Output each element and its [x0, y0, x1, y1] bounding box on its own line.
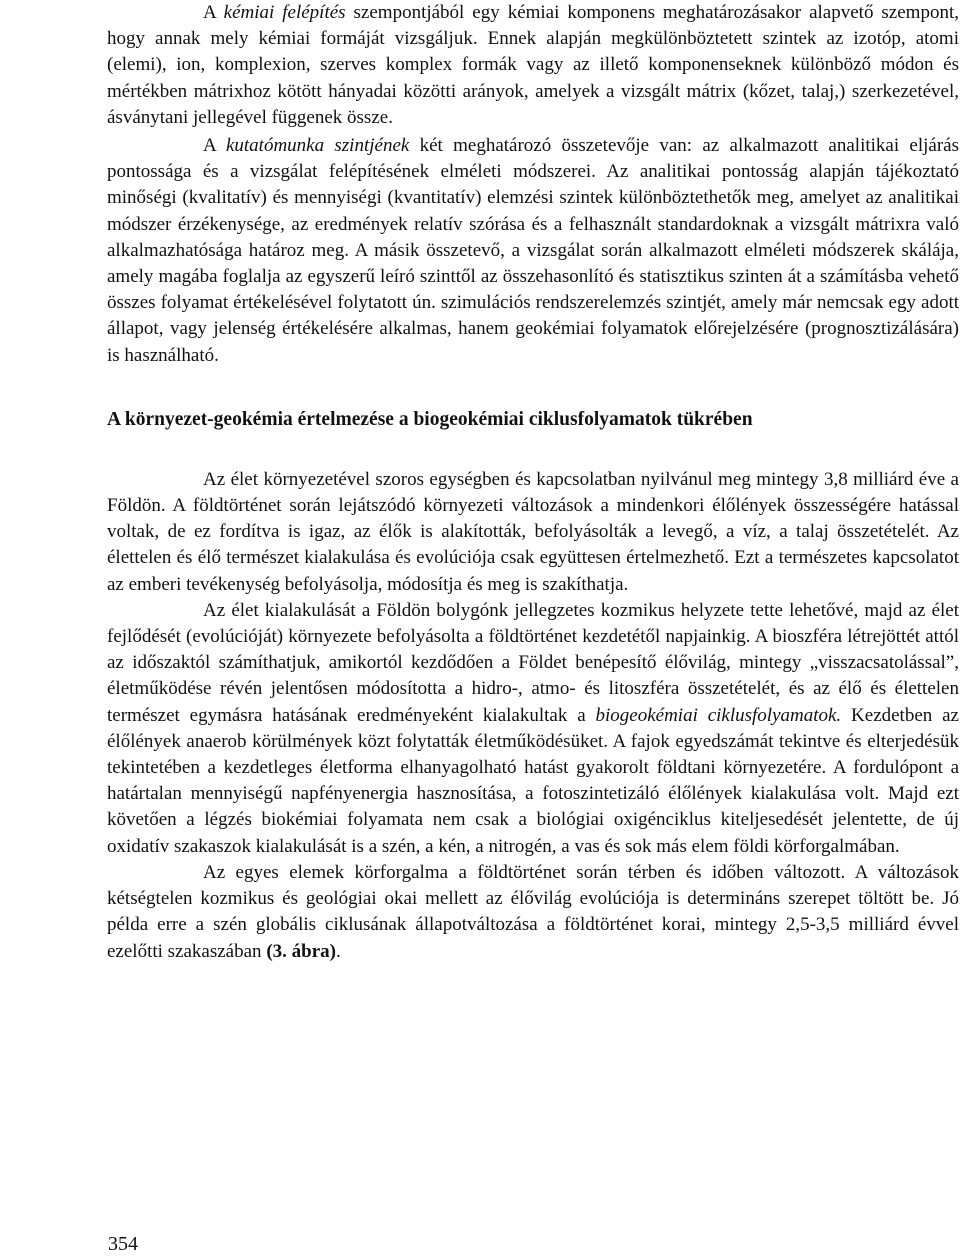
- italic-term-chemical-structure: kémiai felépítés: [223, 2, 346, 23]
- italic-term-biogeochemical-cycles: biogeokémiai ciklusfolyamatok.: [595, 704, 842, 726]
- paragraph-text: Az élet kialakulását a Földön bolygónk jellegzetes kozmikus helyzete tette lehetővé, majd az élet fejlődését (evolúcióját) környezete befolyásolta a földtörténet kezdetétől napjainkig. A bioszféra létrejöttét attól az időszaktól számíthatjuk, amikortól kezdődően a Földet benépesítő élővilág, mintegy „visszacsatolással”, életműködése révén jelentősen módosította a hidro-, atmo- és litoszféra összetételét, és az élő és élettelen természet egymásra hatásának eredményeként kialakultak a: [107, 599, 959, 726]
- paragraph-text: Az egyes elemek körforgalma a földtörténet során térben és időben változott. A változások kétségtelen kozmikus és geológiai okai mellett az élővilág evolúciója is determináns szerepet töltött be. Jó példa erre a szén globális ciklusának állapotváltozása a földtörténet korai, mintegy 2,5-3,5 milliárd évvel ezelőtti szakaszában: [107, 861, 959, 962]
- intro-paragraph-chemical-structure: [107, 0, 959, 131]
- paragraph-text: szempontjából egy kémiai komponens meghatározásakor alapvető szempont, hogy annak mely kémiai formáját vizsgáljuk. Ennek alapján megkülönböztetett szintek az izotóp, atomi (elemi), ion, komplexion, szerves komplex formák vagy az illető komponenseknek különböző módon és mértékben mátrixhoz kötött hányadai közötti arányok, amelyek a vizsgált mátrix (kőzet, talaj,) szerkezetével, ásványtani jellegével függenek össze.: [107, 2, 959, 128]
- paragraph-end: .: [335, 940, 341, 962]
- paragraph-lead: A: [203, 2, 224, 23]
- document-page: [107, 0, 959, 965]
- paragraph-lead: A: [203, 135, 226, 157]
- section-paragraph-origin-of-life: [107, 598, 959, 860]
- section-paragraph-life-environment: Az élet környezetével szoros egységben és kapcsolatban nyilvánul meg mintegy 3,8 milliárd éve a Földön. A földtörténet során lejátszódó környezeti változások a mindenkori élőlények összességére hatással voltak, de ez fordítva is igaz, az élők is alakították, befolyásolták a levegő, a víz, a talaj összetételét. Az élettelen és élő természet kialakulása és evolúciója csak együttesen értelmezhető. Ezt a természetes kapcsolatot az emberi tevékenység befolyásolja, módosítja és meg is szakíthatja.: [107, 468, 959, 595]
- italic-term-research-level: kutatómunka szintjének: [225, 135, 410, 157]
- intro-paragraph-research-level: [107, 133, 959, 369]
- paragraph-text: két meghatározó összetevője van: az alkalmazott analitikai eljárás pontossága és a vizsgálat felépítésének elméleti módszerei. Az analitikai pontosság alapján tájékoztató minőségi (kvalitatív) és mennyiségi (kvantitatív) elemzési szintek különböztethetők meg, amelyet az analitikai módszer érzékenysége, az eredmények relatív szórása és a felhasznált standardoknak a vizsgált mátrixra való alkalmazhatósága határoz meg. A másik összetevő, a vizsgálat során alkalmazott elméleti módszerek skálája, amely magába foglalja az egyszerű leíró szinttől az összehasonlító és statisztikus szinten át a számításba vehető összes folyamat értékelésével folytatott ún. szimulációs rendszerelemzés szintjét, amely már nemcsak egy adott állapot, vagy jelenség értékelésére alkalmas, hanem geokémiai folyamatok előrejelzésére (prognosztizálására) is használható.: [107, 135, 959, 366]
- paragraph-text: Kezdetben az élőlények anaerob körülmények közt folytatták életműködésüket. A fajok egyedszámát tekintve és elterjedésük tekintetében a kezdetleges életforma elhanyagolható hatást gyakorolt földtani környezetére. A fordulópont a határtalan mennyiségű napfényenergia hasznosítása, a fotoszintetizáló élőlények kialakulása volt. Majd ezt követően a légzés biokémiai folyamata nem csak a biológiai oxigénciklus kiteljesedését jelentette, de új oxidatív szakaszok kialakulását is a szén, a kén, a nitrogén, a vas és sok más elem földi körforgalmában.: [107, 704, 959, 857]
- page-number: 354: [108, 1233, 138, 1255]
- section-paragraph-element-cycles: [107, 860, 959, 965]
- figure-reference: (3. ábra): [266, 940, 336, 962]
- section-heading: A környezet-geokémia értelmezése a biogeokémiai ciklusfolyamatok tükrében: [107, 408, 753, 430]
